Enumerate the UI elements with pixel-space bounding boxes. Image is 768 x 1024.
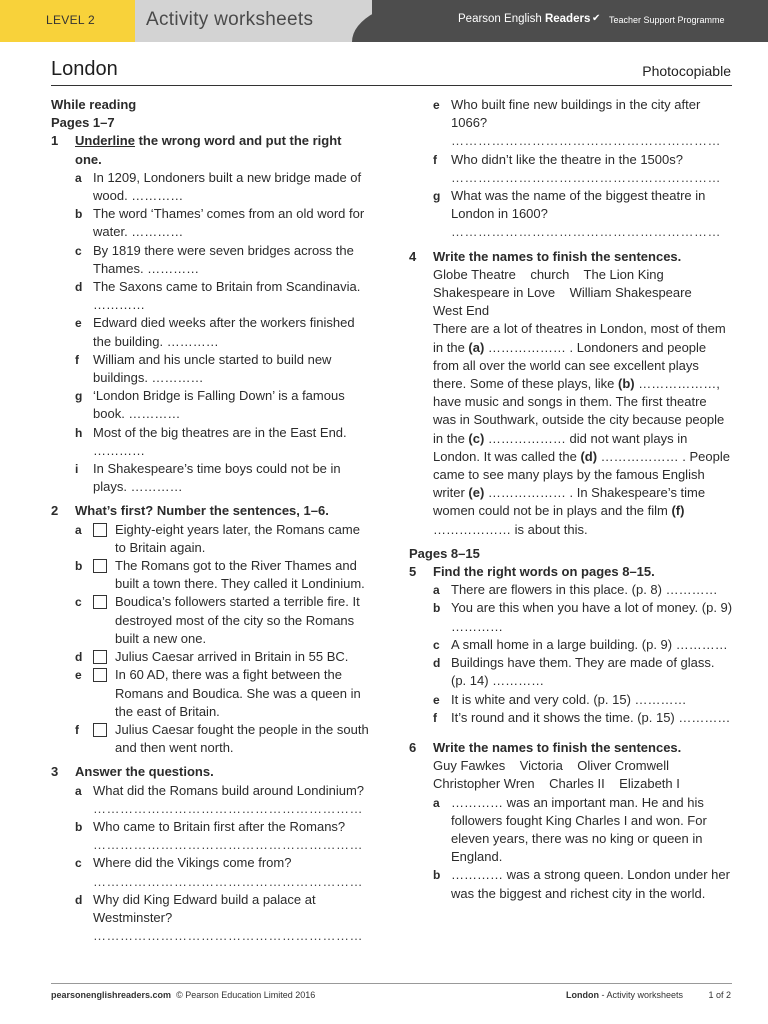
item-text: A small home in a large building. (p. 9) ………… (451, 636, 728, 652)
item-letter: a (433, 795, 440, 810)
word-bank-line-3: West End (433, 303, 490, 319)
list-item (409, 151, 733, 169)
brand-bold: Readers (544, 13, 591, 25)
answer-line[interactable] (51, 873, 371, 891)
pages-heading: Pages 1–7 (51, 115, 115, 131)
gap-label-f: (f) (671, 503, 685, 519)
item-text: Most of the big theatres are in the East End. ………… (93, 424, 347, 458)
dotted-line: …………………………………………………… (93, 873, 363, 889)
cloze-text: ……………… is about this. (433, 521, 588, 537)
question-1 (51, 132, 371, 168)
list-item (51, 818, 371, 836)
item-letter: f (75, 352, 79, 367)
item-letter: e (75, 316, 82, 331)
item-letter: b (433, 868, 441, 883)
item-text: Julius Caesar fought the people in the south and then went north. (115, 721, 369, 756)
item-text: Eighty-eight years later, the Romans came to Britain again. (115, 521, 360, 555)
answer-line[interactable] (51, 927, 371, 945)
item-letter: d (433, 656, 441, 671)
spacer (433, 169, 451, 187)
level-badge (0, 0, 135, 42)
item-text: Why did King Edward build a palace at Westminster? (93, 891, 316, 925)
answer-line[interactable] (409, 223, 733, 241)
list-item (51, 205, 371, 241)
item-letter: e (433, 692, 440, 707)
question-text: Write the names to finish the sentences. (433, 739, 682, 755)
question-3-items (51, 782, 371, 946)
question-5 (409, 563, 733, 581)
list-item (51, 314, 371, 350)
item-text: Where did the Vikings come from? (93, 855, 292, 871)
gap-label-e: (e) (468, 485, 485, 501)
question-6 (409, 739, 733, 757)
item-text: You are this when you have a lot of money. (p. 9) ………… (451, 600, 733, 634)
question-6-items (409, 794, 733, 903)
item-letter: a (75, 170, 82, 185)
item-text: ………… was a strong queen. London under her was the biggest and richest city in the world. (451, 867, 730, 901)
item-text: Buildings have them. They are made of glass. (p. 14) ………… (451, 655, 715, 689)
question-number: 3 (51, 764, 59, 780)
answer-line[interactable] (409, 132, 733, 150)
item-text: It is white and very cold. (p. 15) ………… (451, 691, 687, 707)
item-text: What was the name of the biggest theatre in London in 1600? (451, 188, 706, 222)
list-item (409, 581, 733, 599)
item-letter: g (433, 189, 441, 204)
question-1-items (51, 169, 371, 497)
section-heading: While reading (51, 97, 137, 112)
list-item (409, 794, 733, 867)
item-letter: b (433, 601, 441, 616)
footer-divider (51, 983, 732, 984)
list-item (51, 593, 371, 648)
right-column (409, 96, 733, 903)
item-text: ‘London Bridge is Falling Down’ is a famous book. ………… (93, 388, 345, 422)
word-bank-line-1: Guy Fawkes Victoria Oliver Cromwell (433, 758, 669, 774)
item-letter: e (75, 668, 82, 683)
brand-tick-icon: ✔ (592, 13, 601, 24)
footer-site: pearsonenglishreaders.com (51, 990, 172, 1000)
item-text: Who didn’t like the theatre in the 1500s? (451, 151, 683, 167)
word-bank-line-2: Shakespeare in Love William Shakespeare (433, 285, 692, 301)
dotted-line: …………………………………………………… (93, 800, 363, 816)
question-number: 4 (409, 248, 417, 264)
question-number: 6 (409, 739, 417, 755)
question-rest: the wrong word and put the right one. (75, 133, 342, 167)
item-letter: a (433, 583, 440, 598)
spacer (75, 836, 93, 854)
item-text: It’s round and it shows the time. (p. 15) ………… (451, 709, 731, 725)
item-text: In Shakespeare’s time boys could not be in plays. ………… (93, 461, 341, 495)
dotted-line: …………………………………………………… (451, 133, 721, 149)
item-letter: h (75, 425, 83, 440)
left-column (51, 96, 371, 945)
answer-checkbox[interactable] (93, 668, 107, 682)
answer-checkbox[interactable] (93, 723, 107, 737)
item-letter: d (75, 892, 83, 907)
dotted-line: …………………………………………………… (93, 837, 363, 853)
item-letter: d (75, 280, 83, 295)
cloze-paragraph (409, 320, 733, 538)
dotted-line: …………………………………………………… (93, 928, 363, 944)
question-number: 2 (51, 503, 59, 519)
list-item (51, 424, 371, 460)
header-title: Activity worksheets (146, 9, 314, 30)
item-text: In 60 AD, there was a fight between the Romans and Boudica. She was a queen in the east of Britain. (115, 667, 361, 719)
footer-left (51, 990, 315, 1000)
cloze-text: ……………… . In Shakespeare’s time women could not be in plays and the film (433, 485, 706, 519)
question-text: Answer the questions. (75, 764, 214, 780)
item-letter: f (75, 722, 79, 737)
item-text: What did the Romans build around Londinium? (93, 782, 365, 798)
gap-label-b: (b) (617, 376, 635, 392)
dotted-line: …………………………………………………… (451, 169, 721, 185)
item-letter: c (75, 243, 82, 258)
gap-label-d: (d) (580, 448, 598, 464)
list-item (409, 866, 733, 902)
photocopiable-label: Photocopiable (642, 63, 731, 79)
item-text: Julius Caesar arrived in Britain in 55 BC. (115, 649, 349, 665)
brand-regular: Pearson English (458, 13, 545, 25)
item-letter: d (75, 650, 83, 665)
answer-line[interactable] (51, 836, 371, 854)
list-item (51, 721, 371, 757)
item-text: In 1209, Londoners built a new bridge made of wood. ………… (93, 169, 362, 204)
list-item (409, 709, 733, 727)
brand-subtitle: Teacher Support Programme (609, 15, 725, 25)
cloze-text: ………………, have music and songs in them. The first theatre was in Southwark, outside the city because people in the (433, 376, 725, 446)
question-5-items (409, 581, 733, 727)
underline-word: Underline (75, 133, 135, 149)
cloze-text: ……………… did not want plays in London. It was called the (433, 430, 688, 464)
footer-page-number: 1 of 2 (708, 990, 731, 1000)
item-text: William and his uncle started to build new buildings. ………… (93, 351, 332, 386)
cloze-text: ……………… . Londoners and people from all over the world can see excellent plays there. Some of these plays, like (433, 339, 707, 392)
footer-book (566, 990, 683, 1000)
spacer (433, 132, 451, 150)
item-letter: a (75, 783, 82, 798)
question-number: 1 (51, 133, 59, 149)
answer-line[interactable] (51, 800, 371, 818)
item-text: The Saxons came to Britain from Scandinavia. ………… (93, 279, 361, 313)
list-item (51, 351, 371, 387)
list-item (51, 169, 371, 205)
question-text: What’s first? Number the sentences, 1–6. (75, 503, 329, 519)
pages-heading-2: Pages 8–15 (409, 545, 480, 561)
item-letter: i (75, 462, 79, 477)
question-4 (409, 248, 733, 266)
list-item (51, 278, 371, 314)
item-letter: c (75, 856, 82, 871)
cloze-text: ……………… . People came to see many plays by the famous English writer (433, 448, 730, 501)
answer-checkbox[interactable] (93, 595, 107, 609)
item-text: ………… was an important man. He and his followers fought King Charles I and won. For eleven years, there was no king or queen in England. (451, 794, 707, 865)
list-item (409, 599, 733, 635)
list-item (51, 387, 371, 423)
item-text: The Romans got to the River Thames and built a town there. They called it Londinium. (115, 558, 365, 592)
list-item (51, 557, 371, 593)
item-letter: b (75, 207, 83, 222)
spacer (433, 223, 451, 241)
page-title: London (51, 58, 118, 80)
brand-name (458, 13, 590, 25)
spacer (75, 800, 93, 818)
list-item (409, 691, 733, 709)
item-text: Boudica’s followers started a terrible fire. It destroyed most of the city so the Romans built a new one. (115, 594, 360, 646)
item-letter: e (433, 98, 440, 112)
cloze-text: There are a lot of theatres in London, most of them in the (433, 321, 726, 355)
list-item (409, 636, 733, 654)
word-bank-line-2: Christopher Wren Charles II Elizabeth I (433, 776, 680, 792)
question-2 (51, 502, 371, 520)
question-text (75, 132, 371, 168)
question-2-items (51, 521, 371, 758)
item-text: Edward died weeks after the workers finished the building. ………… (93, 315, 355, 349)
answer-line[interactable] (409, 169, 733, 187)
list-item (409, 96, 733, 132)
item-text: Who built fine new buildings in the city after 1066? (451, 97, 701, 131)
list-item (51, 460, 371, 496)
spacer (75, 927, 93, 945)
list-item (51, 782, 371, 800)
list-item (51, 242, 371, 278)
dotted-line: …………………………………………………… (451, 224, 721, 240)
list-item (51, 521, 371, 557)
list-item (409, 187, 733, 223)
item-text: The word ‘Thames’ comes from an old word for water. ………… (93, 206, 365, 240)
footer-book-suffix: - Activity worksheets (599, 990, 684, 1000)
level-label: LEVEL 2 (46, 13, 96, 27)
item-letter: f (433, 710, 437, 725)
footer-book-title: London (566, 990, 599, 1000)
gap-label-c: (c) (468, 430, 485, 446)
header-bar (0, 0, 768, 42)
title-divider (51, 85, 732, 86)
answer-checkbox[interactable] (93, 559, 107, 573)
question-text: Find the right words on pages 8–15. (433, 564, 655, 580)
spacer (75, 873, 93, 891)
question-3-continued (409, 96, 733, 242)
list-item (409, 654, 733, 690)
list-item (51, 854, 371, 872)
list-item (51, 891, 371, 927)
question-text: Write the names to finish the sentences. (433, 248, 682, 264)
item-letter: g (75, 389, 83, 404)
word-bank-line-1: Globe Theatre church The Lion King (433, 266, 664, 282)
item-text: There are flowers in this place. (p. 8) ………… (451, 582, 718, 598)
gap-label-a: (a) (468, 339, 485, 355)
answer-checkbox[interactable] (93, 523, 107, 537)
item-letter: c (433, 637, 440, 652)
item-letter: b (75, 559, 83, 574)
item-letter: a (75, 522, 82, 537)
question-3 (51, 763, 371, 781)
item-text: Who came to Britain first after the Romans? (93, 818, 346, 834)
item-letter: c (75, 595, 82, 610)
item-letter: f (433, 152, 437, 167)
item-text: By 1819 there were seven bridges across the Thames. ………… (93, 242, 354, 276)
question-number: 5 (409, 564, 417, 580)
item-letter: b (75, 819, 83, 834)
list-item (51, 648, 371, 666)
list-item (51, 666, 371, 721)
footer-copyright: © Pearson Education Limited 2016 (176, 990, 316, 1000)
answer-checkbox[interactable] (93, 650, 107, 664)
